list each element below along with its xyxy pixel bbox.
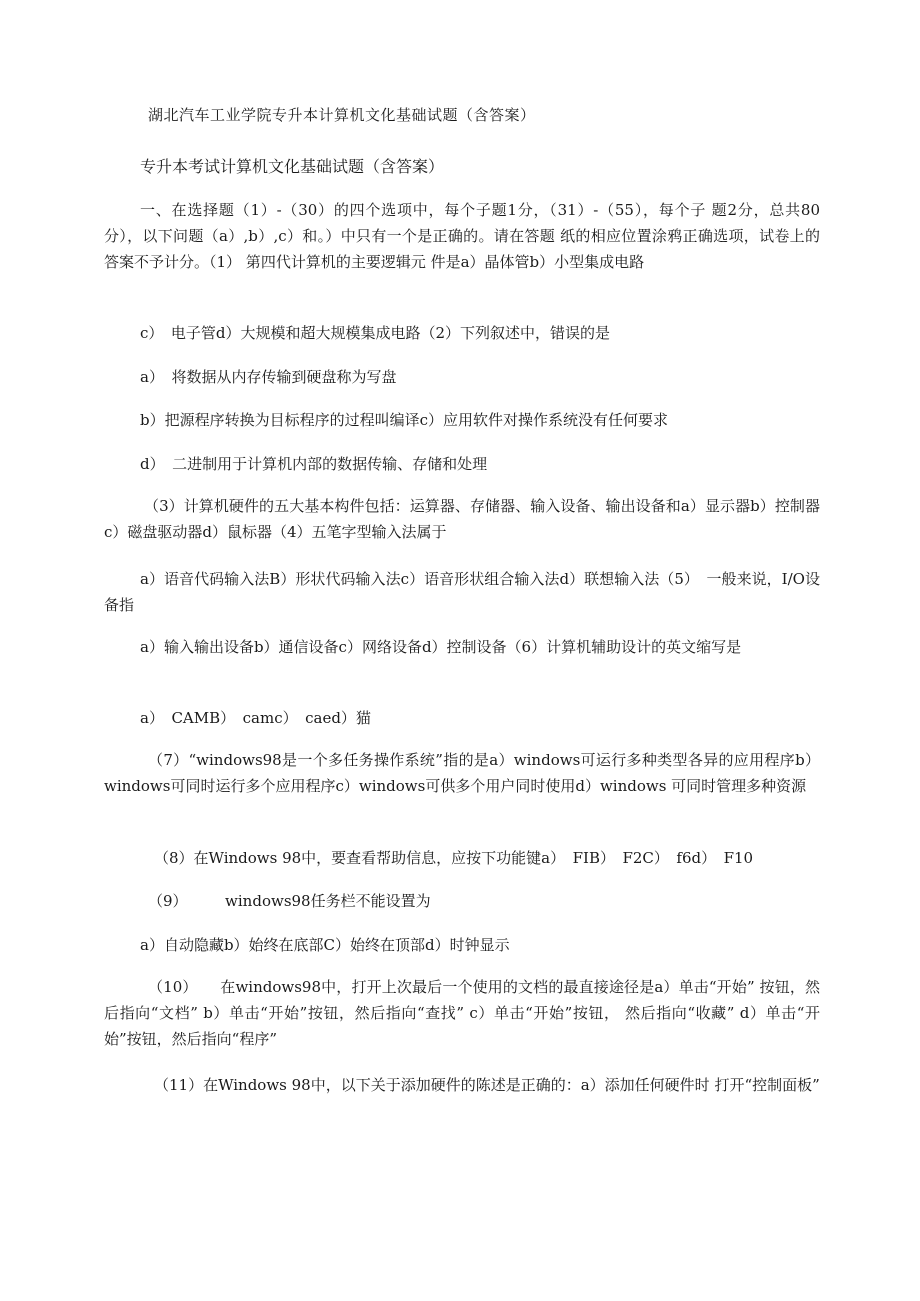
paragraph-q2-option-bc: b）把源程序转换为目标程序的过程叫编译c）应用软件对操作系统没有任何要求 bbox=[140, 411, 669, 429]
paragraph-q2-option-d: d） 二进制用于计算机内部的数据传输、存储和处理 bbox=[140, 455, 488, 473]
paragraph-q2-option-a: a） 将数据从内存传输到硬盘称为写盘 bbox=[140, 368, 397, 386]
document-subtitle: 专升本考试计算机文化基础试题（含答案） bbox=[140, 157, 445, 176]
document-title: 湖北汽车工业学院专升本计算机文化基础试题（含答案） bbox=[148, 106, 536, 124]
paragraph-q8: （8）在Windows 98中，要查看帮助信息，应按下功能键a） FIB） F2C） f6d） F10 bbox=[154, 849, 754, 867]
paragraph-instructions: 一、在选择题（1）-（30）的四个选项中，每个子题1分，（31）-（55），每个子 题2分，总共80分），以下问题（a）,b）,c）和。）中只有一个是正确的。请在答题 纸的相应位置涂鸦正确选项，试卷上的答案不予计分。（1） 第四代计算机的主要逻辑元 件是a）晶体管b）小型集成电路 bbox=[104, 201, 820, 271]
paragraph-q3: （3）计算机硬件的五大基本构件包括：运算器、存储器、输入设备、输出设备和a）显示器b）控制器c）磁盘驱动器d）鼠标器（4）五笔字型输入法属于 bbox=[104, 497, 820, 541]
paragraph-q9: （9） windows98任务栏不能设置为 bbox=[148, 892, 431, 910]
paragraph-q6-options: a） CAMB） camc） caed）猫 bbox=[140, 709, 371, 727]
paragraph-q7: （7）“windows98是一个多任务操作系统”指的是a）windows可运行多种类型各异的应用程序b）windows可同时运行多个应用程序c）windows可供多个用户同时使用d）windows 可同时管理多种资源 bbox=[104, 751, 820, 795]
paragraph-q5-options: a）输入输出设备b）通信设备c）网络设备d）控制设备（6）计算机辅助设计的英文缩写是 bbox=[140, 638, 742, 656]
paragraph-q4-options: a）语音代码输入法B）形状代码输入法c）语音形状组合输入法d）联想输入法（5） 一般来说，I/O设备指 bbox=[104, 570, 820, 614]
paragraph-q1-options: c） 电子管d）大规模和超大规模集成电路（2）下列叙述中，错误的是 bbox=[140, 324, 611, 342]
paragraph-q11: （11）在Windows 98中，以下关于添加硬件的陈述是正确的：a）添加任何硬件时 打开“控制面板” bbox=[154, 1076, 820, 1094]
paragraph-q9-options: a）自动隐藏b）始终在底部C）始终在顶部d）时钟显示 bbox=[140, 936, 510, 954]
paragraph-q10: （10） 在windows98中，打开上次最后一个使用的文档的最直接途径是a）单击“开始” 按钮，然后指向“文档” b）单击“开始”按钮，然后指向“查找” c）单击“开始”按钮， 然后指向“收藏” d）单击“开始”按钮，然后指向“程序” bbox=[104, 978, 820, 1048]
